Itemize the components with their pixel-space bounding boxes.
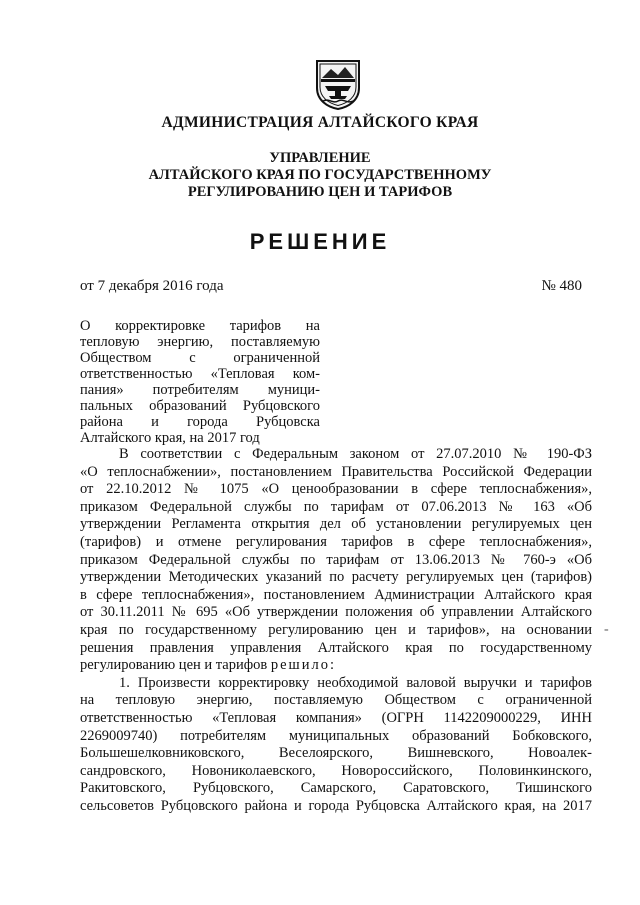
subject-line: пальных образований Рубцовского xyxy=(80,398,320,414)
body-line: (тарифов) и отмене регулирования тарифов в сфере теплоснабжения», xyxy=(80,533,592,550)
subject-line: района и города Рубцовска xyxy=(80,414,320,430)
decision-keyword: решило xyxy=(270,657,330,674)
body-line: Большешелковниковского, Веселоярского, Вишневского, Новоалек- xyxy=(80,745,592,762)
body-line-text: : xyxy=(329,657,334,674)
body-line: края по государственному регулированию цен и тарифов», на основании xyxy=(80,621,592,638)
document-type-heading: РЕШЕНИЕ xyxy=(249,229,391,254)
body-line: 2269009740) потребителям муниципальных образований Бобковского, xyxy=(80,727,592,744)
department-line: АЛТАЙСКОГО КРАЯ ПО ГОСУДАРСТВЕННОМУ xyxy=(148,167,492,183)
body-line: в сфере теплоснабжения», постановлением Администрации Алтайского края xyxy=(80,586,592,603)
body-line: 1. Произвести корректировку необходимой валовой выручки и тарифов xyxy=(119,674,592,691)
body-line: от 30.11.2011 № 695 «Об утверждении положения об управлении Алтайского xyxy=(80,604,592,621)
organization-name: АДМИНИСТРАЦИЯ АЛТАЙСКОГО КРАЯ xyxy=(161,114,479,131)
document-date: от 7 декабря 2016 года xyxy=(80,278,224,294)
body-line: от 22.10.2012 № 1075 «О ценообразовании в сфере теплоснабжения», xyxy=(80,481,592,498)
body-line xyxy=(80,657,592,675)
body-line: утверждении Методических указаний по расчету регулируемых цен (тарифов) xyxy=(80,569,592,586)
body-line: Ракитовского, Рубцовского, Самарского, Саратовского, Тишинского xyxy=(80,780,592,797)
body-line: «О теплоснабжении», постановлением Правительства Российской Федерации xyxy=(80,463,592,480)
subject-line: тепловую энергию, поставляемую xyxy=(80,334,320,350)
department-name xyxy=(0,150,640,201)
body-line: ответственностью «Тепловая компания» (ОГРН 1142209000229, ИНН xyxy=(80,709,592,726)
body-line: утверждении Регламента открытия дел об установлении регулируемых цен xyxy=(80,516,592,533)
body-line-text: регулированию цен и тарифов xyxy=(80,657,271,674)
subject-line: Алтайского края, на 2017 год xyxy=(80,430,260,446)
body-line: решения правления управления Алтайского края по государственному xyxy=(80,639,592,656)
document-subject xyxy=(80,318,320,446)
subject-line: пания» потребителям муници- xyxy=(80,382,320,398)
document-number: № 480 xyxy=(541,278,582,294)
subject-line: Обществом с ограниченной xyxy=(80,350,320,366)
body-line: В соответствии с Федеральным законом от 27.07.2010 № 190-ФЗ xyxy=(119,446,592,462)
body-line: сельсоветов Рубцовского района и города Рубцовска Алтайского края, на 2017 xyxy=(80,797,592,814)
body-line: сандровского, Новониколаевского, Новороссийского, Половинкинского, xyxy=(80,762,592,779)
body-line: на тепловую энергию, поставляемую Обществом с ограниченной xyxy=(80,692,592,709)
coat-of-arms-icon xyxy=(313,58,363,110)
document-body xyxy=(80,446,592,815)
body-line: приказом Федеральной службы по тарифам от 07.06.2013 № 163 «Об xyxy=(80,498,592,515)
department-line: РЕГУЛИРОВАНИЮ ЦЕН И ТАРИФОВ xyxy=(187,184,453,200)
subject-line: ответственностью «Тепловая ком- xyxy=(80,366,320,382)
subject-line: О корректировке тарифов на xyxy=(80,318,320,334)
body-line: приказом Федеральной службы по тарифам от 13.06.2013 № 760-э «Об xyxy=(80,551,592,568)
margin-mark: - xyxy=(604,622,609,637)
department-line: УПРАВЛЕНИЕ xyxy=(269,150,371,166)
